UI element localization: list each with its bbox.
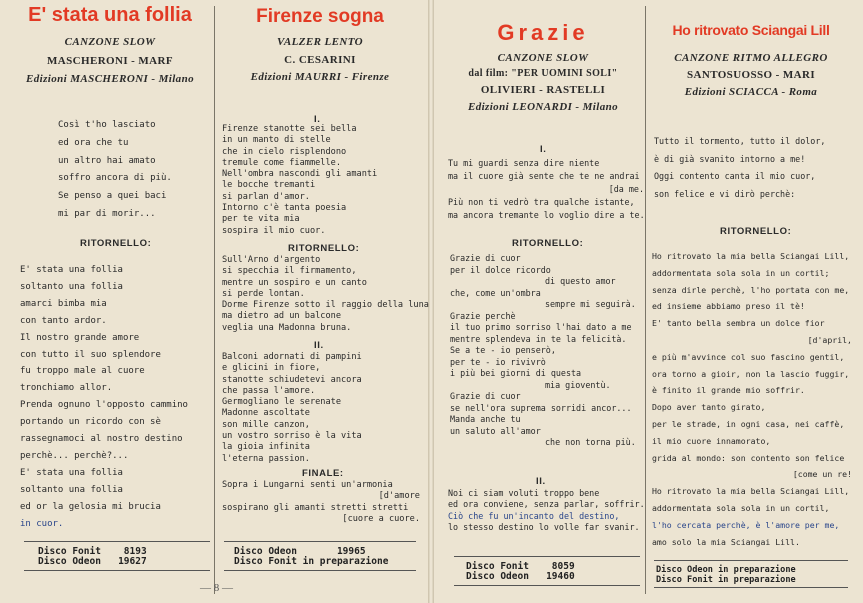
song-authors: SANTOSUOSSO - MARI (686, 69, 816, 81)
discography: Disco Odeon 19965 Disco Fonit in preparazione (234, 546, 389, 567)
song-genre: CANZONE RITMO ALLEGRO (674, 52, 828, 64)
discography: Disco Fonit 8193 Disco Odeon 19627 (38, 546, 147, 567)
divider (24, 541, 210, 542)
song-authors: C. CESARINI (284, 54, 356, 66)
page-number: — 8 — (200, 582, 233, 594)
song-genre: CANZONE SLOW (497, 52, 589, 64)
song-publisher: Edizioni SCIACCA - Roma (684, 86, 818, 98)
chorus: Grazie di cuor per il dolce ricordo di questo amor che, come un'ombra sempre mi seguirà. Grazie perchè il tuo primo sorriso l'hai dato a me mentre splendeva in te la felicità. Se a te - io penserò, per te - io rivivrò i più bei giorni di questa mia gioventù. Grazie di cuor se nell'ora suprema sorridi ancor... Manda anche tu un saluto all'amor che non torna più. (450, 253, 636, 447)
song-publisher: Edizioni MAURRI - Firenze (250, 71, 390, 83)
discography: Disco Odeon in preparazione Disco Fonit in preparazione (656, 565, 796, 585)
chorus: Ho ritrovato la mia bella Sciangai Lill, addormentata sola sola in un cortil; senza dirle perchè, l'ho portata con me, ed insieme abbiamo preso il tè! E' tanto bella sembra un dolce fior [d'april, e più m'avvince col suo fascino gentil, ora torno a gioir, non la lascio fuggir, è finito il grande mio soffrir. Dopo aver tanto girato, per le strade, in ogni casa, nei caffè, il mio cuore innamorato, grida al mondo: son contento son felice [come un re! Ho ritrovato la mia bella Sciangai Lill, addormentata sola sola in un cortil, l'ho cercata perchè, è l'amore per me, amo solo la mia Sciangai Lill. (652, 251, 852, 547)
chorus-heading: RITORNELLO: (288, 243, 360, 254)
divider (24, 570, 210, 571)
chorus-heading: RITORNELLO: (512, 238, 584, 249)
divider (224, 541, 416, 542)
song-title: Firenze sogna (256, 6, 384, 27)
part-heading: I. (540, 144, 547, 155)
song-authors: MASCHERONI - MARF (47, 55, 173, 67)
finale: Sopra i Lungarni senti un'armonia [d'amore sospirano gli amanti stretti stretti [cuore a cuore. (222, 480, 420, 524)
discography: Disco Fonit 8059 Disco Odeon 19460 (466, 561, 575, 582)
part-heading: I. (314, 114, 321, 125)
column-rule (645, 6, 646, 594)
song-title: Ho ritrovato Sciangai Lill (672, 22, 830, 38)
song-genre: VALZER LENTO (277, 36, 363, 48)
song-authors: OLIVIERI - RASTELLI (480, 84, 606, 96)
verse: Così t'ho lasciato ed ora che tu un altro hai amato soffro ancora di più. Se penso a quei baci mi par di morir... (58, 120, 172, 219)
chorus: E' stata una follia soltanto una follia amarci bimba mia con tanto ardor. Il nostro grande amore con tutto il suo splendore fu troppo male al cuore tronchiamo allor. Prenda ognuno l'opposto cammino portando un ricordo con sè rassegnamoci al nostro destino perchè... perchè?... E' stata una follia soltanto una follia ed or la gelosia mi brucia in cuor. (20, 265, 188, 529)
divider (454, 556, 640, 557)
divider (654, 587, 848, 588)
verse: Tutto il tormento, tutto il dolor, è di già svanito intorno a me! Oggi contento canta il mio cuor, son felice e vi dirò perchè: (654, 136, 826, 199)
finale-heading: FINALE: (302, 468, 344, 479)
divider (654, 560, 848, 561)
song-column-2 (218, 0, 429, 603)
song-column-4 (648, 0, 854, 603)
song-title: Grazie (497, 20, 589, 45)
verse: Firenze stanotte sei bella in un manto di stelle che in cielo risplendono tremule come fiammelle. Nell'ombra nascondi gli amanti le bocche tremanti si parlan d'amor. Intorno c'è tanta poesia per te vita mia sospira il mio cuor. (222, 124, 378, 236)
song-title: E' stata una follia (28, 4, 192, 26)
song-publisher: Edizioni LEONARDI - Milano (467, 101, 619, 113)
film-source: dal film: "PER UOMINI SOLI" (468, 68, 618, 79)
verse: Balconi adornati di pampini e glicini in fiore, stanotte schiudetevi ancora che passa l'amore. Germogliano le serenate Madonne ascoltate son mille canzon, un vostro sorriso è la vita la gioia infinita l'eterna passion. (222, 352, 362, 464)
divider (454, 585, 640, 586)
song-genre: CANZONE SLOW (64, 36, 156, 48)
verse: Noi ci siam voluti troppo bene ed ora conviene, senza parlar, soffrir. Ciò che fu un'incanto del destino, lo stesso destino lo volle far svanir. (448, 488, 645, 532)
part-heading: II. (314, 340, 324, 351)
song-column-3 (444, 0, 645, 603)
song-publisher: Edizioni MASCHERONI - Milano (26, 73, 194, 85)
chorus: Sull'Arno d'argento si specchia il firmamento, mentre un sospiro e un canto si perde lontan. Dorme Firenze sotto il raggio della luna ma dietro ad un balcone veglia una Madonna bruna. (222, 255, 429, 333)
song-column-1 (10, 0, 210, 603)
part-heading: II. (536, 476, 546, 487)
chorus-heading: RITORNELLO: (720, 226, 792, 237)
column-rule (214, 6, 215, 594)
chorus-heading: RITORNELLO: (80, 238, 152, 249)
divider (224, 570, 416, 571)
verse: Tu mi guardi senza dire niente ma il cuore già sente che te ne andrai [da me. Più non ti vedrò tra qualche istante, ma ancora tremante lo voglio dire a te. (448, 158, 645, 220)
